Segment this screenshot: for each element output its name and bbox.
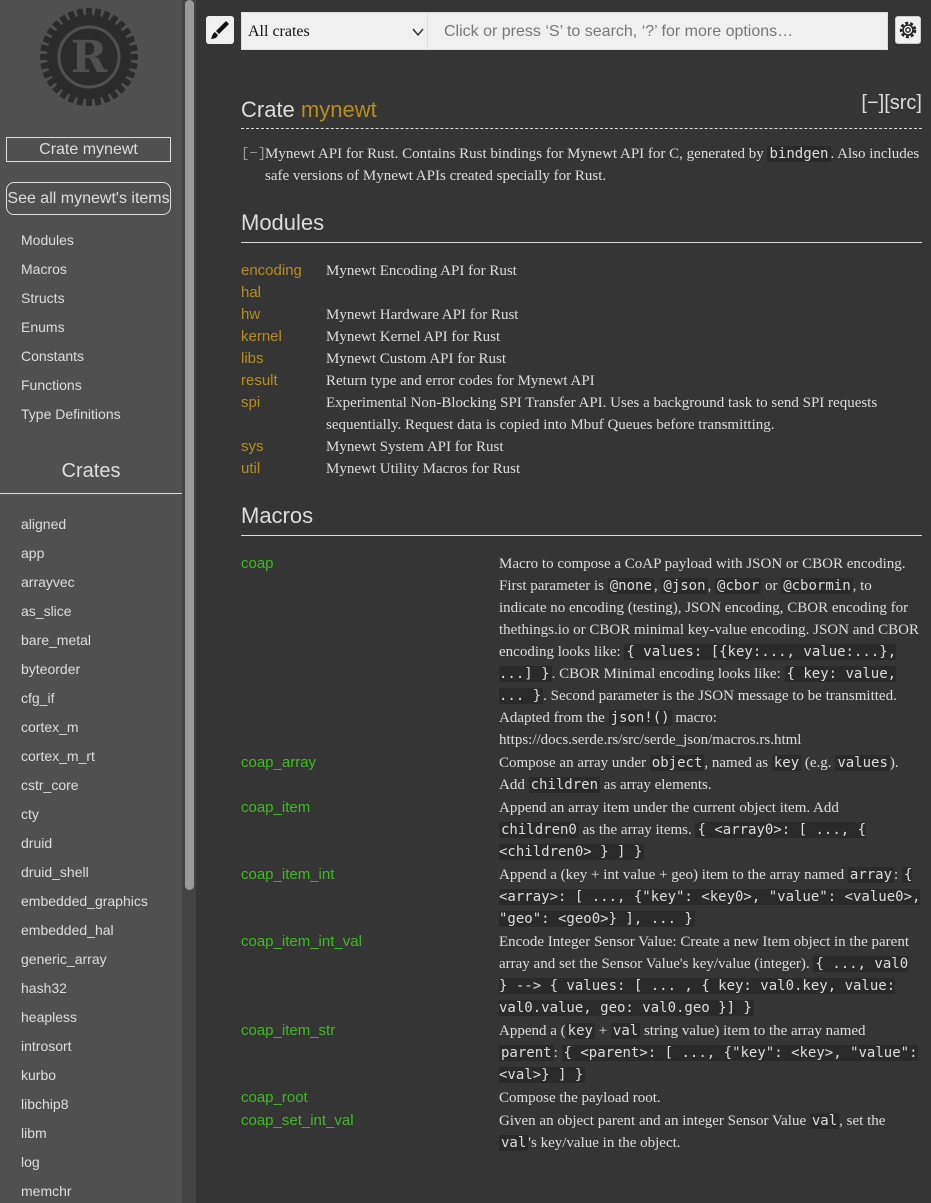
inline-code: { <array>: [ ..., {"key": <key0>, "value": <value0>, "geo": <geo0>} ], ... } bbox=[499, 867, 921, 927]
module-description: Mynewt Hardware API for Rust bbox=[326, 307, 519, 323]
macro-link[interactable]: coap bbox=[241, 555, 274, 572]
module-description bbox=[326, 282, 922, 304]
crate-list-item[interactable]: log bbox=[21, 1154, 40, 1170]
macro-link[interactable]: coap_item bbox=[241, 799, 311, 816]
macro-row bbox=[241, 553, 922, 752]
sidebar-scroll-thumb[interactable] bbox=[185, 0, 194, 890]
module-link[interactable]: spi bbox=[241, 394, 261, 411]
inline-code: val bbox=[612, 1023, 639, 1039]
search-input[interactable]: Click or press ‘S’ to search, ‘?’ for more options… bbox=[427, 12, 888, 50]
description-text: , set the bbox=[839, 1113, 886, 1129]
crate-list-item[interactable]: cstr_core bbox=[21, 777, 79, 793]
description-text: ). Add bbox=[499, 755, 899, 793]
description-text: , named as bbox=[704, 755, 772, 771]
module-row bbox=[241, 348, 922, 370]
macro-row bbox=[241, 1020, 922, 1087]
macro-link[interactable]: coap_array bbox=[241, 754, 317, 771]
macro-row bbox=[241, 797, 922, 864]
desc-code: bindgen bbox=[769, 146, 829, 162]
macro-row bbox=[241, 864, 922, 931]
description-text: Append an array item under the current object item. Add bbox=[499, 800, 839, 816]
macro-row bbox=[241, 1087, 922, 1110]
collapse-src-links[interactable]: [−][src] bbox=[861, 92, 922, 114]
settings-button[interactable] bbox=[895, 16, 921, 44]
crate-list-item[interactable]: embedded_hal bbox=[21, 922, 114, 938]
inline-code: array bbox=[849, 867, 893, 883]
crate-list-item[interactable]: cortex_m_rt bbox=[21, 748, 95, 764]
macro-link[interactable]: coap_item_str bbox=[241, 1022, 336, 1039]
module-link[interactable]: sys bbox=[241, 438, 264, 455]
inline-code: children0 bbox=[501, 822, 577, 838]
inline-code: val bbox=[501, 1135, 527, 1151]
inline-code: { ..., val0 } --> { values: [ ... , { key: val0.key, value: val0.value, geo: val0.geo }] } bbox=[499, 956, 909, 1016]
crate-list-item[interactable]: heapless bbox=[21, 1009, 78, 1025]
inline-code: @cbormin bbox=[783, 578, 851, 594]
crates-heading: Crates bbox=[61, 460, 121, 482]
inline-code: object bbox=[651, 755, 703, 771]
description-text: , bbox=[707, 578, 716, 594]
crate-list-item[interactable]: libchip8 bbox=[21, 1096, 69, 1112]
inline-code: key bbox=[773, 755, 800, 771]
chevron-down-icon bbox=[411, 25, 425, 39]
sidebar-item-functions[interactable]: Functions bbox=[21, 377, 82, 393]
crate-list-item[interactable]: aligned bbox=[21, 516, 67, 532]
crate-list-item[interactable]: introsort bbox=[21, 1038, 72, 1054]
title-kind: Crate bbox=[241, 97, 301, 122]
inline-code: values bbox=[837, 755, 888, 771]
crate-search-select[interactable] bbox=[241, 12, 432, 50]
inline-code: key bbox=[567, 1023, 593, 1039]
macros-heading: Macros bbox=[241, 503, 922, 536]
description-text: as array elements. bbox=[600, 777, 712, 793]
module-description: Mynewt Kernel API for Rust bbox=[326, 329, 501, 345]
description-text: : bbox=[553, 1045, 562, 1061]
macros-table bbox=[241, 553, 922, 1155]
title-crate-name[interactable]: mynewt bbox=[300, 97, 377, 122]
crate-list-item[interactable]: druid bbox=[21, 835, 53, 851]
crate-list-item[interactable]: generic_array bbox=[21, 951, 107, 967]
description-text: , to indicate no encoding (testing), JSON encoding, CBOR encoding for thethings.io or CBOR minimal key-value encoding. JSON and CBOR encoding looks like: bbox=[499, 578, 919, 660]
module-description: Mynewt Encoding API for Rust bbox=[326, 263, 517, 279]
description-text: . Second parameter is the JSON message to be transmitted. Adapted from the bbox=[499, 688, 897, 726]
module-description: Mynewt System API for Rust bbox=[326, 439, 504, 455]
desc-part-1: Mynewt API for Rust. Contains Rust bindings for Mynewt API for C, generated by bbox=[265, 146, 768, 162]
inline-code: @cbor bbox=[717, 578, 760, 594]
inline-code: { <array0>: [ ..., { <children0> } ] } bbox=[499, 822, 867, 860]
modules-table bbox=[241, 260, 922, 480]
crate-list-item[interactable]: libm bbox=[21, 1125, 47, 1141]
crate-list-item[interactable]: byteorder bbox=[21, 661, 81, 677]
module-row bbox=[241, 370, 922, 392]
inline-code: { <parent>: [ ..., {"key": <key>, "value": <val>} ] } bbox=[499, 1045, 918, 1083]
module-link[interactable]: result bbox=[241, 372, 278, 389]
rust-logo-icon[interactable] bbox=[38, 6, 140, 108]
paint-brush-icon bbox=[206, 16, 234, 44]
module-row bbox=[241, 392, 922, 436]
module-link[interactable]: util bbox=[241, 460, 261, 477]
theme-picker-button[interactable] bbox=[206, 16, 234, 44]
description-text: Compose the payload root. bbox=[499, 1090, 661, 1106]
sidebar-item-type-definitions[interactable]: Type Definitions bbox=[21, 406, 121, 422]
gear-icon bbox=[896, 17, 920, 43]
inline-code: { key: value, ... } bbox=[499, 666, 897, 704]
desc-part-2: . Also includes safe versions of Mynewt APIs created specially for Rust. bbox=[265, 146, 920, 184]
description-text: Compose an array under bbox=[499, 755, 650, 771]
module-description: Experimental Non-Blocking SPI Transfer API. Uses a background task to send SPI requests sequentially. Request data is copied into Mbuf Queues before transmitting. bbox=[326, 395, 878, 433]
module-description: Mynewt Utility Macros for Rust bbox=[326, 461, 521, 477]
module-link[interactable]: hw bbox=[241, 306, 261, 323]
modules-heading: Modules bbox=[241, 210, 922, 243]
macro-description bbox=[499, 931, 922, 1020]
description-text: . CBOR Minimal encoding looks like: bbox=[551, 666, 785, 682]
crate-search-selected: All crates bbox=[248, 23, 310, 40]
module-row bbox=[241, 282, 922, 304]
description-text: 's key/value in the object. bbox=[528, 1135, 681, 1151]
crate-list-item[interactable]: cty bbox=[21, 806, 39, 822]
description-text: or bbox=[761, 578, 782, 594]
description-text: + bbox=[594, 1023, 611, 1039]
crate-list-item[interactable]: memchr bbox=[21, 1183, 72, 1199]
macro-link[interactable]: coap_root bbox=[241, 1089, 308, 1106]
description-text: : bbox=[894, 867, 902, 883]
module-row bbox=[241, 458, 922, 480]
sidebar-item-structs[interactable]: Structs bbox=[21, 290, 65, 306]
inline-code: val bbox=[811, 1113, 838, 1129]
sidebar-item-macros[interactable]: Macros bbox=[21, 261, 67, 277]
description-text: macro: https://docs.serde.rs/src/serde_json/macros.rs.html bbox=[499, 710, 802, 748]
description-text: Encode Integer Sensor Value: Create a new Item object in the parent array and set the Sensor Value's key/value (integer). bbox=[499, 934, 909, 972]
description-text: Macro to compose a CoAP payload with JSON or CBOR encoding. First parameter is bbox=[499, 556, 906, 594]
macro-link[interactable]: coap_set_int_val bbox=[241, 1112, 354, 1129]
macro-link[interactable]: coap_item_int bbox=[241, 866, 335, 883]
macro-row bbox=[241, 752, 922, 797]
crate-list-item[interactable]: as_slice bbox=[21, 603, 72, 619]
description-text: , bbox=[653, 578, 662, 594]
module-row bbox=[241, 326, 922, 348]
module-link[interactable]: encoding bbox=[241, 262, 302, 279]
sidebar-section-list bbox=[21, 232, 121, 435]
module-link[interactable]: hal bbox=[241, 284, 262, 301]
inline-code: parent bbox=[501, 1045, 552, 1061]
crate-list-item[interactable]: cfg_if bbox=[21, 690, 55, 706]
macro-description bbox=[499, 1020, 922, 1087]
crates-divider bbox=[0, 493, 182, 494]
module-row bbox=[241, 260, 922, 282]
description-text: Append a (key + int value + geo) item to the array named bbox=[499, 867, 848, 883]
sidebar bbox=[0, 0, 182, 1203]
svg-text:R: R bbox=[70, 32, 108, 83]
module-description: Mynewt Custom API for Rust bbox=[326, 351, 507, 367]
crate-list bbox=[21, 516, 148, 1203]
inline-code: @json bbox=[663, 578, 706, 594]
description-text: Append a ( bbox=[499, 1023, 566, 1039]
collapse-toggle[interactable]: [−] bbox=[241, 146, 267, 162]
macro-link[interactable]: coap_item_int_val bbox=[241, 933, 362, 950]
macro-description bbox=[499, 752, 922, 797]
sidebar-item-enums[interactable]: Enums bbox=[21, 319, 65, 335]
inline-code: @none bbox=[609, 578, 652, 594]
crate-list-item[interactable]: hash32 bbox=[21, 980, 67, 996]
sidebar-item-modules[interactable]: Modules bbox=[21, 232, 74, 248]
crate-name-label[interactable]: Crate mynewt bbox=[6, 137, 171, 162]
see-all-items-button[interactable]: See all mynewt's items bbox=[6, 182, 171, 215]
crate-description bbox=[265, 143, 922, 187]
description-text: as the array items. bbox=[578, 822, 696, 838]
module-row bbox=[241, 304, 922, 326]
sidebar-item-constants[interactable]: Constants bbox=[21, 348, 85, 364]
crate-list-item[interactable]: druid_shell bbox=[21, 864, 89, 880]
crate-list-item[interactable]: app bbox=[21, 545, 45, 561]
module-link[interactable]: libs bbox=[241, 350, 264, 367]
sidebar-scrollbar[interactable] bbox=[182, 0, 196, 1203]
description-text: Given an object parent and an integer Sensor Value bbox=[499, 1113, 810, 1129]
macro-row bbox=[241, 931, 922, 1020]
inline-code: children bbox=[530, 777, 599, 793]
crate-list-item[interactable]: cortex_m bbox=[21, 719, 79, 735]
module-link[interactable]: kernel bbox=[241, 328, 282, 345]
inline-code: { values: [{key:..., value:...}, ...] } bbox=[499, 644, 897, 682]
macro-description bbox=[499, 1087, 922, 1110]
macro-row bbox=[241, 1110, 922, 1155]
module-row bbox=[241, 436, 922, 458]
macro-description bbox=[499, 553, 922, 752]
description-text: string value) item to the array named bbox=[640, 1023, 866, 1039]
page-title bbox=[241, 88, 922, 129]
crate-docblock bbox=[241, 143, 922, 187]
module-description: Return type and error codes for Mynewt API bbox=[326, 373, 595, 389]
crate-list-item[interactable]: kurbo bbox=[21, 1067, 57, 1083]
macro-description bbox=[499, 1110, 922, 1155]
macro-description bbox=[499, 864, 922, 931]
crate-list-item[interactable]: arrayvec bbox=[21, 574, 75, 590]
description-text: (e.g. bbox=[801, 755, 836, 771]
crate-list-item[interactable]: embedded_graphics bbox=[21, 893, 148, 909]
macro-description bbox=[499, 797, 922, 864]
crate-list-item[interactable]: bare_metal bbox=[21, 632, 92, 648]
inline-code: json!() bbox=[610, 710, 670, 726]
